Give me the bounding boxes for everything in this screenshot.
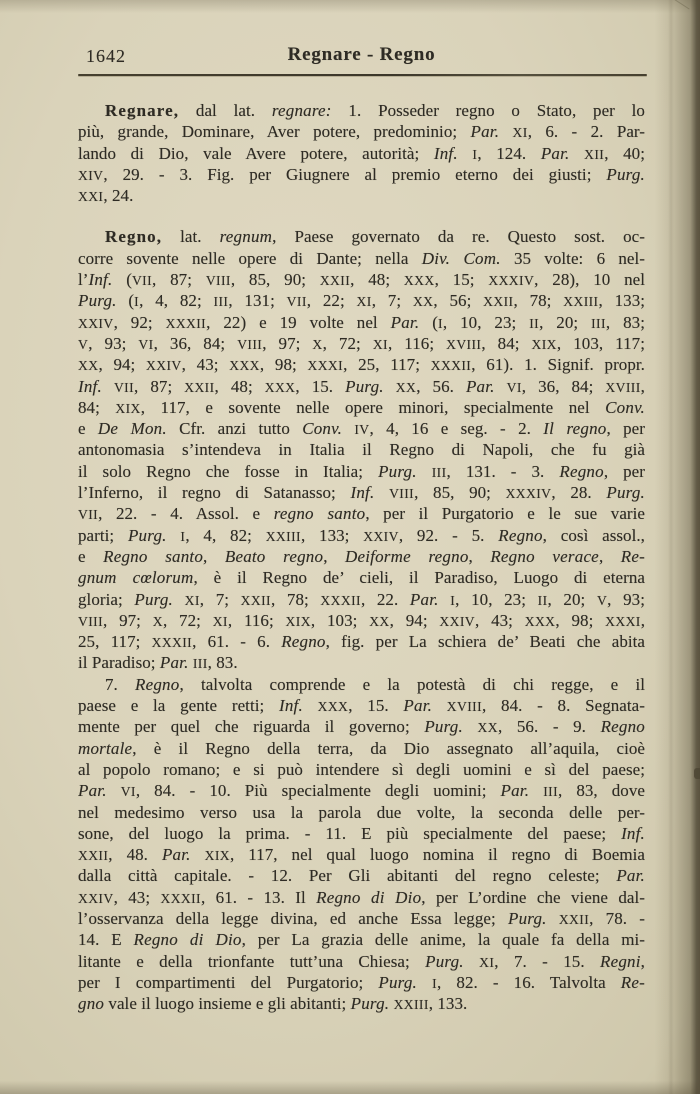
text-line: 14. E Regno di Dio, per La grazia delle anime, la quale fa della mi- — [78, 930, 645, 950]
text-line: Purg. (I, 4, 82; III, 131; VII, 22; XI, 7; XX, 56; XXII, 78; XXIII, 133; — [78, 291, 645, 311]
text-line: antonomasia s’intendeva in Italia il Regno di Napoli, che fu già — [78, 440, 645, 460]
text-line: XIV, 29. - 3. Fig. per Giugnere al premio eterno dei giusti; Purg. — [78, 164, 645, 184]
edge-ink-mark — [694, 768, 700, 779]
text-line: l’osservanza della legge divina, ed anche Essa legge; Purg. XXII, 78. - — [78, 908, 645, 928]
page-body — [78, 100, 645, 1014]
text-line: paese e la gente retti; Inf. XXX, 15. Par. XVIII, 84. - 8. Segnata- — [78, 696, 645, 716]
text-line: corre sovente nelle opere di Dante; nella Div. Com. 35 volte: 6 nel- — [78, 248, 645, 268]
text-line: mortale, è il Regno della terra, da Dio assegnato all’aquila, cioè — [78, 738, 645, 758]
entry-regno — [78, 226, 645, 673]
page-edge-crease — [668, 0, 674, 1094]
text-line: e Regno santo, Beato regno, Deiforme regno, Regno verace, Re- — [78, 546, 645, 566]
page-number: 1642 — [86, 46, 126, 66]
text-line: Regnare, dal lat. regnare: 1. Posseder regno o Stato, per lo — [105, 101, 645, 120]
text-line: 84; XIX, 117, e sovente nelle opere minori, specialmente nel Conv. — [78, 397, 645, 417]
text-line: XX, 94; XXIV, 43; XXX, 98; XXXI, 25, 117; XXXII, 61). 1. Signif. propr. — [78, 355, 645, 375]
text-line: VII, 22. - 4. Assol. e regno santo, per il Purgatorio e le sue varie — [78, 504, 645, 524]
text-line: mente per quel che riguarda il governo; Purg. XX, 56. - 9. Regno — [78, 717, 645, 737]
text-line: nel medesimo verso usa la parola due volte, la seconda delle per- — [78, 802, 645, 822]
text-line: gnum cœlorum, è il Regno de’ cieli, il Paradiso, Luogo di eterna — [78, 568, 645, 588]
text-line: XXIV, 43; XXXII, 61. - 13. Il Regno di Dio, per L’ordine che viene dal- — [78, 887, 645, 907]
text-line: più, grande, Dominare, Aver potere, predominio; Par. XI, 6. - 2. Par- — [78, 122, 645, 142]
running-title: Regnare - Regno — [287, 44, 436, 65]
page-corner-fold — [636, 0, 689, 31]
text-line: il solo Regno che fosse in Italia; Purg. III, 131. - 3. Regno, per — [78, 461, 645, 481]
text-line: Inf. VII, 87; XXII, 48; XXX, 15. Purg. XX, 56. Par. VI, 36, 84; XVIII, — [78, 376, 645, 396]
text-line: il Paradiso; Par. III, 83. — [78, 653, 238, 673]
text-line: e De Mon. Cfr. anzi tutto Conv. IV, 4, 16 e seg. - 2. Il regno, per — [78, 419, 645, 439]
text-line: sone, del luogo la prima. - 11. E più specialmente del paese; Inf. — [78, 823, 645, 843]
text-line: dalla città capitale. - 12. Per Gli abitanti del regno celeste; Par. — [78, 866, 645, 886]
text-line: VIII, 97; X, 72; XI, 116; XIX, 103; XX, 94; XXIV, 43; XXX, 98; XXXI, — [78, 610, 645, 630]
page-header — [78, 44, 645, 78]
text-line: al popolo romano; e si può intendere sì degli uomini e sì del paese; — [78, 759, 645, 779]
text-line: lando di Dio, vale Avere potere, autorità; Inf. I, 124. Par. XII, 40; — [78, 143, 645, 163]
entry-regnare — [78, 100, 645, 206]
text-line: per I compartimenti del Purgatorio; Purg. I, 82. - 16. Talvolta Re- — [78, 972, 645, 992]
text-line: XXIV, 92; XXXII, 22) e 19 volte nel Par. (I, 10, 23; II, 20; III, 83; — [78, 312, 645, 332]
text-line: parti; Purg. I, 4, 82; XXIII, 133; XXIV, 92. - 5. Regno, così assol., — [78, 525, 645, 545]
text-line: 7. Regno, talvolta comprende e la potestà di chi regge, e il — [105, 674, 645, 694]
text-line: XXI, 24. — [78, 186, 134, 206]
text-line: XXII, 48. Par. XIX, 117, nel qual luogo nomina il regno di Boemia — [78, 845, 645, 865]
text-line: 25, 117; XXXII, 61. - 6. Regno, fig. per La schiera de’ Beati che abita — [78, 632, 645, 652]
header-rule — [78, 74, 647, 76]
text-line: l’Inferno, il regno di Satanasso; Inf. VIII, 85, 90; XXXIV, 28. Purg. — [78, 483, 645, 503]
text-line: gloria; Purg. XI, 7; XXII, 78; XXXII, 22. Par. I, 10, 23; II, 20; V, 93; — [78, 589, 645, 609]
text-line: l’Inf. (VII, 87; VIII, 85, 90; XXII, 48; XXX, 15; XXXIV, 28), 10 nel — [78, 270, 645, 290]
text-line: litante e della trionfante tutt’una Chiesa; Purg. XI, 7. - 15. Regni, — [78, 951, 645, 971]
text-line: Par. VI, 84. - 10. Più specialmente degli uomini; Par. III, 83, dove — [78, 781, 645, 801]
text-line: Regno, lat. regnum, Paese governato da re. Questo sost. oc- — [105, 227, 645, 247]
entry-regno-continuation — [78, 674, 645, 1015]
text-line: gno vale il luogo insieme e gli abitanti; Purg. XXIII, 133. — [78, 994, 468, 1014]
text-line: V, 93; VI, 36, 84; VIII, 97; X, 72; XI, 116; XVIII, 84; XIX, 103, 117; — [78, 333, 645, 353]
